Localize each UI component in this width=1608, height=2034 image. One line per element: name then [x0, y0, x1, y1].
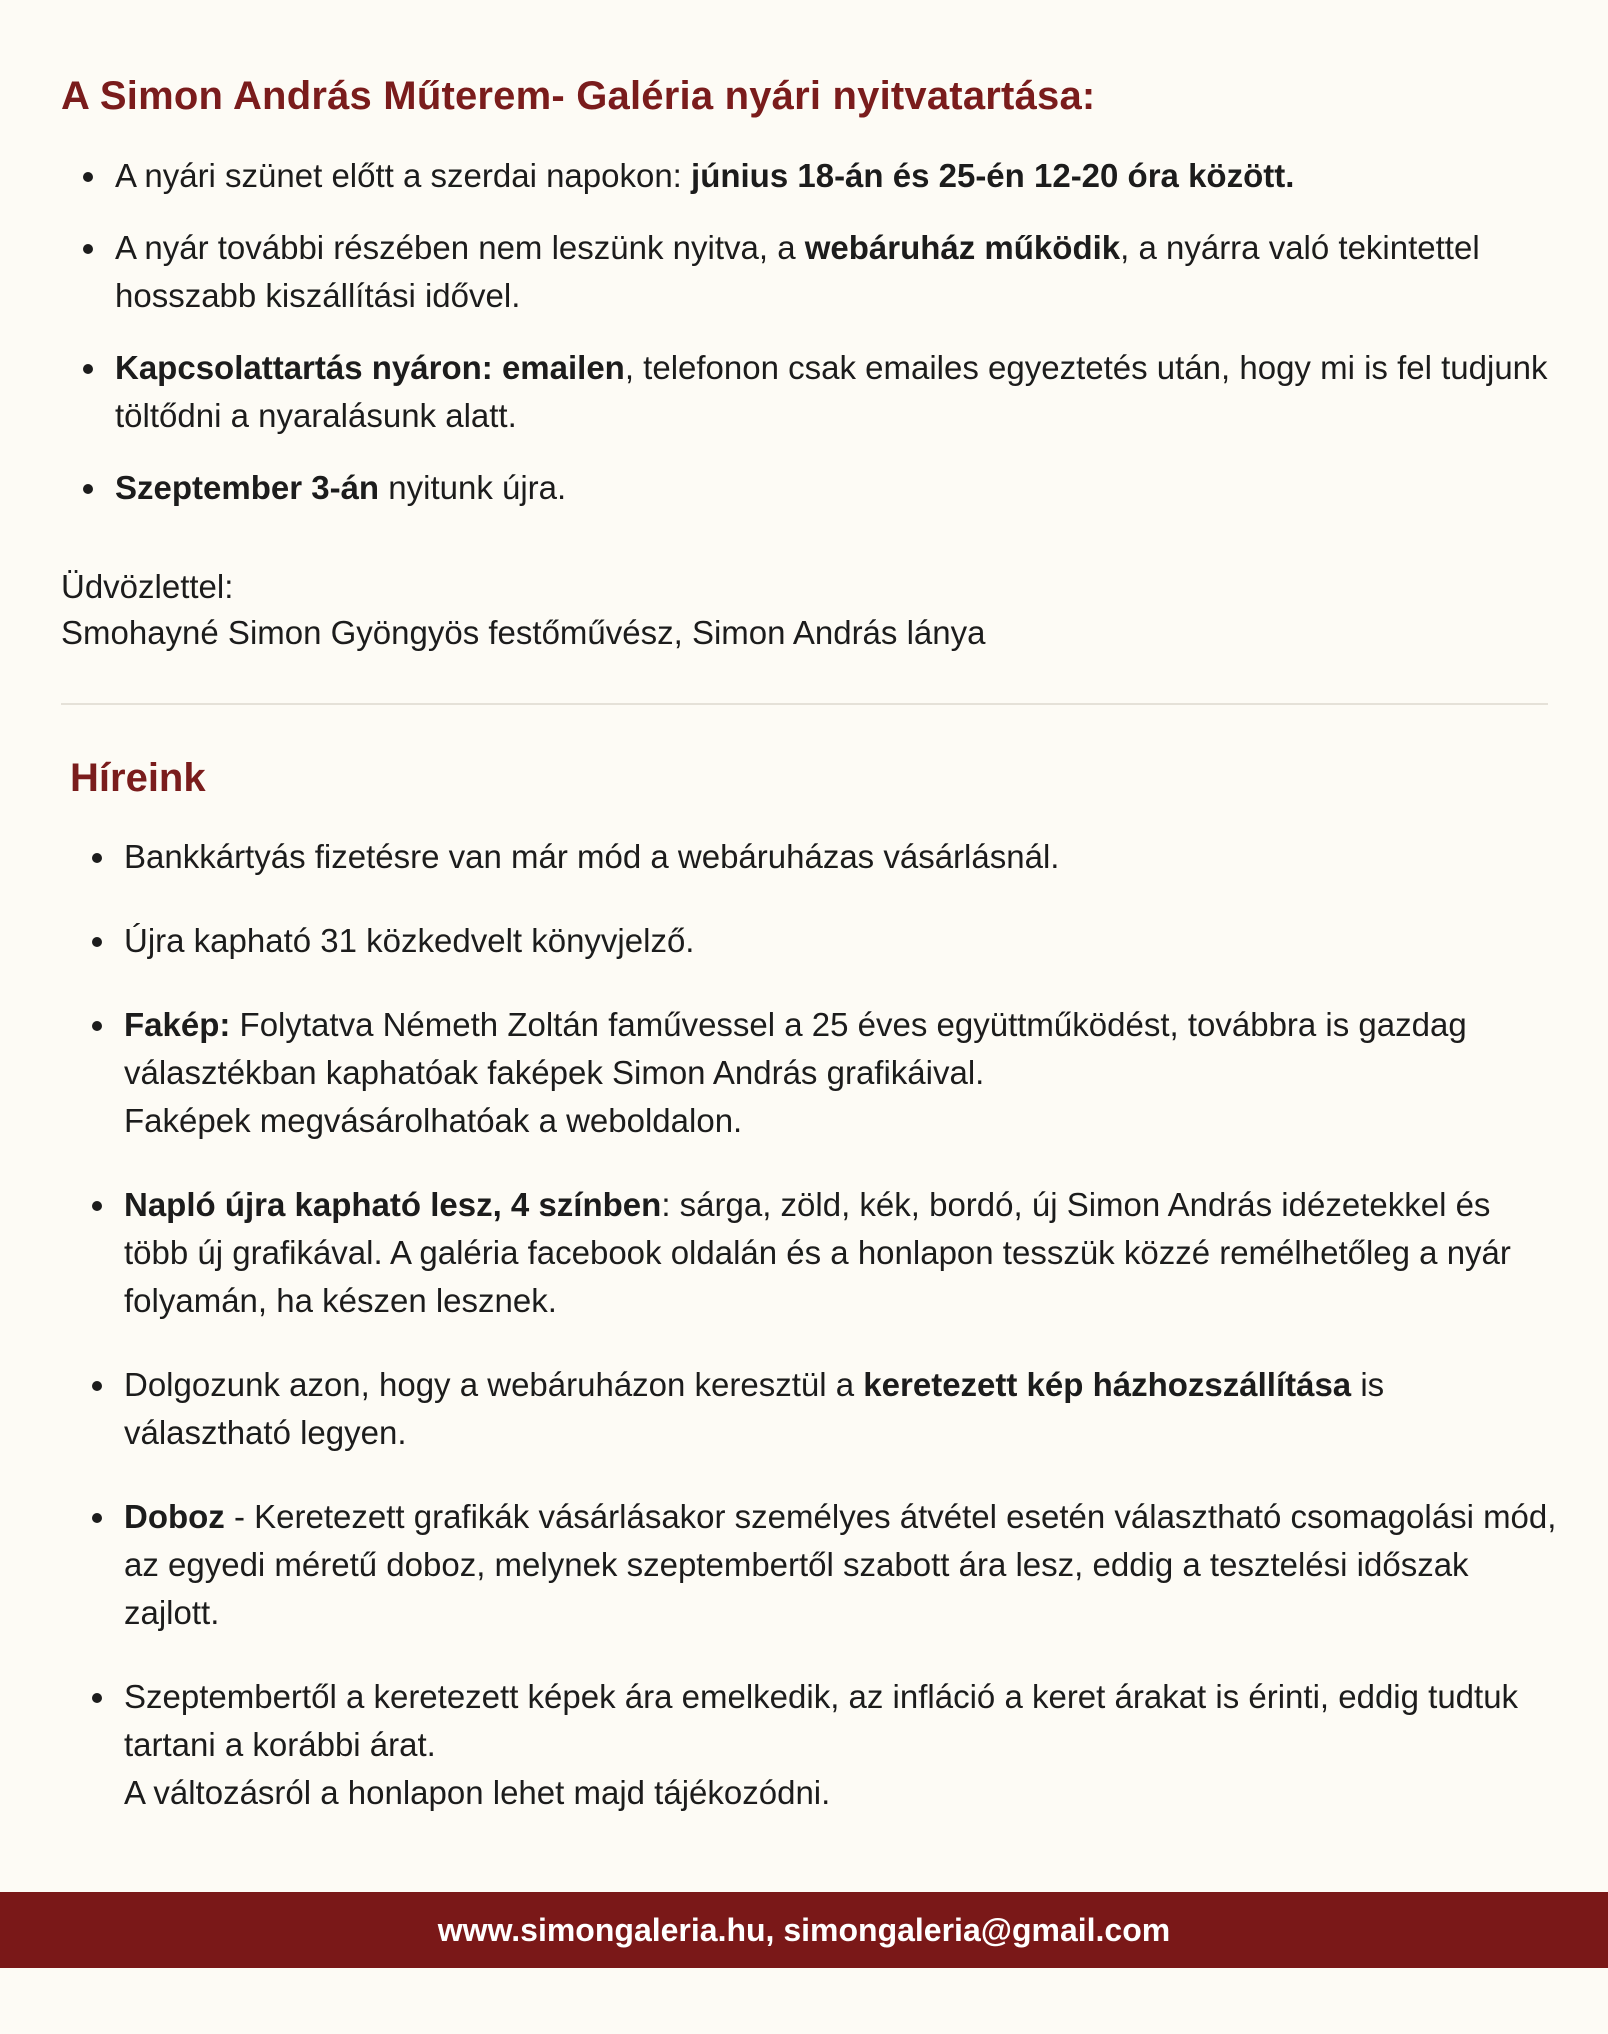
list-item	[70, 1361, 1560, 1457]
item-text: A nyár további részében nem leszünk nyitva, a	[115, 229, 805, 266]
greeting-line: Üdvözlettel:	[61, 568, 234, 605]
item-text: A nyári szünet előtt a szerdai napokon:	[115, 157, 692, 194]
item-bold: Kapcsolattartás nyáron: emailen	[115, 349, 625, 386]
item-bold: Doboz	[124, 1498, 225, 1535]
section-divider	[61, 703, 1548, 705]
item-text: Bankkártyás fizetésre van már mód a webáruházas vásárlásnál.	[124, 838, 1060, 875]
item-bold: június 18-án és 25-én 12-20 óra között.	[691, 157, 1295, 194]
news-title: Híreink	[70, 756, 206, 800]
item-bold: keretezett kép házhozszállítása	[863, 1366, 1352, 1403]
item-text: is választható legyen.	[124, 1366, 1385, 1451]
list-item	[70, 1181, 1560, 1325]
news-list	[70, 833, 1560, 1853]
list-item	[70, 917, 1560, 965]
item-text: : sárga, zöld, kék, bordó, új Simon András idézetekkel és több új grafikával. A galéria facebook oldalán és a honlapon tesszük közzé remélhetőleg a nyár folyamán, ha készen lesznek.	[124, 1186, 1511, 1319]
footer-contact: www.simongaleria.hu, simongaleria@gmail.com	[0, 1892, 1608, 1968]
item-bold: webáruház működik	[804, 229, 1121, 266]
summer-hours-title: A Simon András Műterem- Galéria nyári nyitvatartása:	[61, 74, 1096, 118]
summer-hours-list	[61, 152, 1561, 536]
item-text: Szeptembertől a keretezett képek ára emelkedik, az infláció a keret árakat is érinti, eddig tudtuk tartani a korábbi árat.	[124, 1678, 1519, 1763]
list-item	[70, 1673, 1560, 1817]
item-text: , a nyárra való tekintettel hosszabb kiszállítási idővel.	[115, 229, 1480, 314]
greeting-block	[61, 564, 985, 656]
list-item	[61, 464, 1561, 512]
list-item	[61, 224, 1561, 320]
item-bold: Fakép:	[124, 1006, 231, 1043]
item-text: , telefonon csak emailes egyeztetés után, hogy mi is fel tudjunk töltődni a nyaralásunk alatt.	[115, 349, 1548, 434]
list-item	[70, 833, 1560, 881]
item-text: nyitunk újra.	[379, 469, 567, 506]
item-text: Újra kapható 31 közkedvelt könyvjelző.	[124, 922, 695, 959]
item-text: Faképek megvásárolhatóak a weboldalon.	[124, 1102, 743, 1139]
item-text: Folytatva Németh Zoltán faművessel a 25 éves együttműködést, továbbra is gazdag választékban kaphatóak faképek Simon András grafikáival.	[124, 1006, 1467, 1091]
item-bold: Szeptember 3-án	[115, 469, 380, 506]
item-text: - Keretezett grafikák vásárlásakor személyes átvétel esetén választható csomagolási mód, az egyedi méretű doboz, melynek szeptembertől szabott ára lesz, eddig a tesztelési időszak zajlott.	[124, 1498, 1557, 1631]
item-text: A változásról a honlapon lehet majd tájékozódni.	[124, 1774, 831, 1811]
list-item	[70, 1493, 1560, 1637]
list-item	[61, 152, 1561, 200]
list-item	[70, 1001, 1560, 1145]
list-item	[61, 344, 1561, 440]
item-text: Dolgozunk azon, hogy a webáruházon keresztül a	[124, 1366, 864, 1403]
signature-line: Smohayné Simon Gyöngyös festőművész, Simon András lánya	[61, 614, 986, 651]
item-bold: Napló újra kapható lesz, 4 színben	[124, 1186, 662, 1223]
